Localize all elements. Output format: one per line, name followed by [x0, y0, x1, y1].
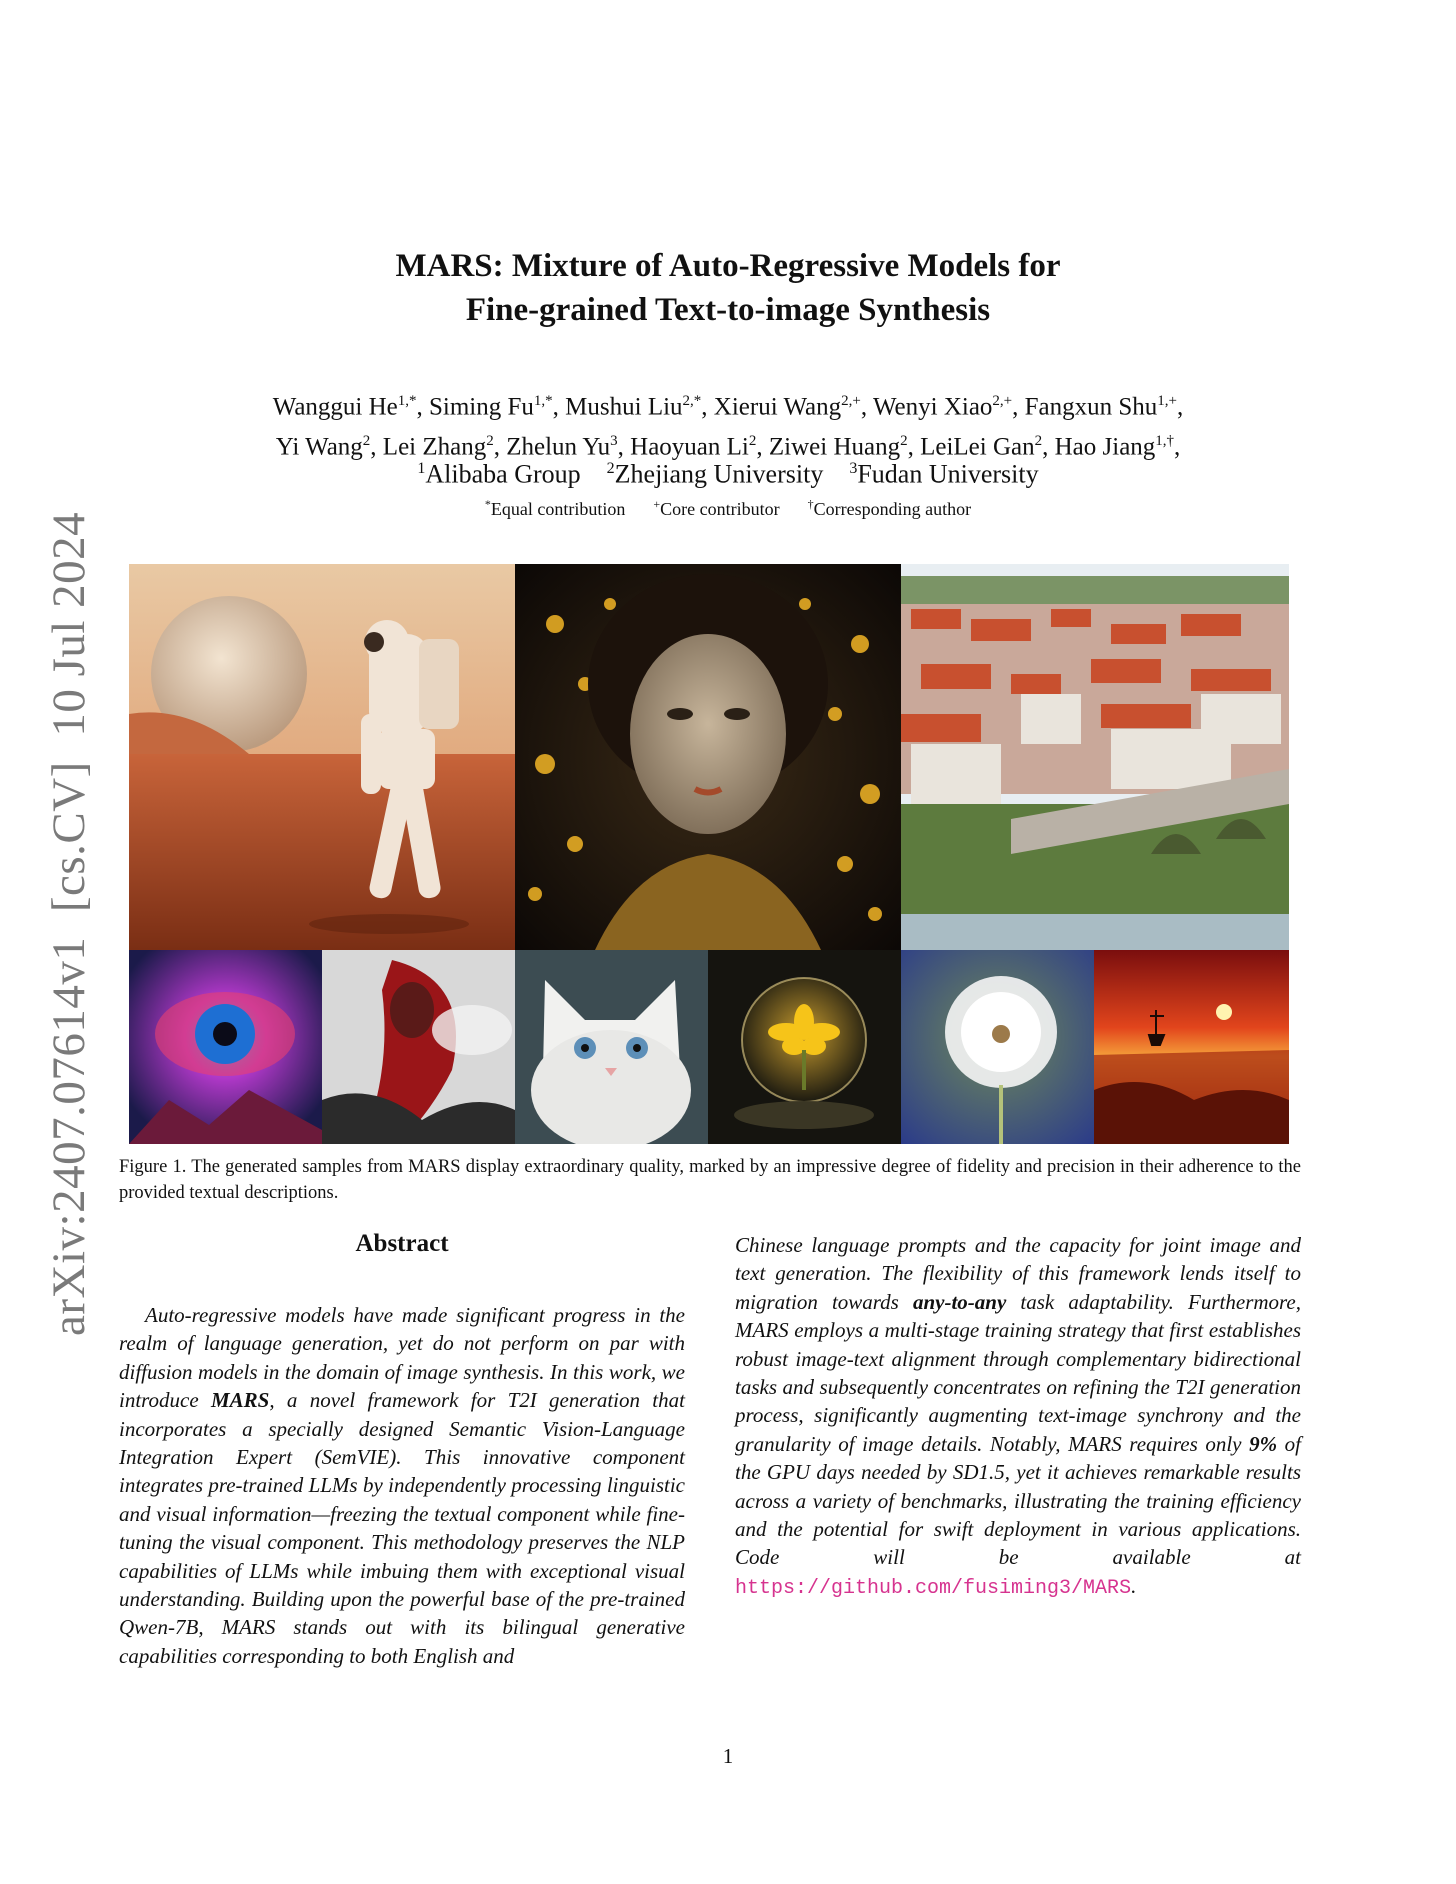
- abstract-text: Chinese language prompts and the capacity for joint image and text generation. The flexibility of this framework lends itself to migration towards: [735, 1233, 1301, 1314]
- arxiv-sidebar-id: arXiv:2407.07614v1 [cs.CV] 10 Jul 2024: [43, 511, 95, 1336]
- author-affiliation-mark: 2: [486, 433, 494, 450]
- affiliation-number: 2: [606, 460, 615, 477]
- note-text: Equal contribution: [490, 499, 626, 519]
- affiliation-number: 3: [849, 460, 858, 477]
- author-affiliation-mark: 1,*: [533, 393, 553, 409]
- sample-old-town-image: [901, 564, 1289, 950]
- author-affiliation-mark: 2: [748, 433, 757, 450]
- author-affiliation-mark: 3: [610, 433, 618, 450]
- author-name: LeiLei Gan: [920, 433, 1035, 461]
- title-line-1: MARS: Mixture of Auto-Regressive Models for: [395, 248, 1061, 284]
- abstract-emphasis: any-to-any: [912, 1289, 1007, 1314]
- author-affiliation-mark: 1,*: [397, 393, 417, 409]
- affiliation-name: Alibaba Group: [425, 459, 581, 489]
- abstract-left-column: [119, 1301, 685, 1670]
- sample-astronaut-mars-image: [129, 564, 515, 950]
- sample-white-cat-image: [515, 950, 708, 1144]
- sample-red-warrior-image: [322, 950, 515, 1144]
- author-name: Yi Wang: [275, 433, 363, 461]
- abstract-heading: Abstract: [355, 1230, 449, 1257]
- author-list: Wanggui $He^{1,*}$, Siming $Fu^{1,*}$, Mushui Liu$^{2,*}$, Xierui Wang$^{2,+}$, Wenyi Xiao$^{2,+}$, Fangxun Shu$^{1,+}$, Yi Wang$^2$, Lei Zhang$^2$, Zhelun Yu$^3$, Haoyuan Li$^2$, Ziwei Huang$^2$, LeiLei Gan$^2$, Hao Jiang$^{1,\dagger}$,: [272, 393, 1184, 461]
- author-affiliation-mark: 2,+: [841, 393, 861, 409]
- author-affiliation-mark: 2: [900, 433, 908, 450]
- author-name: Haoyuan Li: [630, 433, 749, 461]
- note-text: Corresponding author: [813, 499, 972, 519]
- author-name: Xierui Wang: [713, 393, 842, 421]
- note-symbol: †: [807, 497, 814, 511]
- note-text: Core contributor: [660, 499, 780, 519]
- paper-title: [0, 244, 1456, 332]
- abstract-text: .: [1131, 1573, 1137, 1598]
- abstract-text: Auto-regressive models have made significant progress in the realm of language generation, yet do not perform on par with diffusion models in the domain of image synthesis. In this work, we introduce: [119, 1303, 685, 1413]
- sample-sunset-ship-image: [1094, 950, 1289, 1144]
- sample-glass-flower-image: [708, 950, 901, 1144]
- affiliations: [0, 452, 1456, 492]
- author-affiliation-mark: 1,+: [1157, 393, 1178, 409]
- author-name: Mushui Liu: [565, 393, 683, 421]
- title-line-2: Fine-grained Text-to-image Synthesis: [465, 292, 991, 328]
- sample-eye-image: [129, 950, 322, 1144]
- author-affiliation-mark: 1,†: [1155, 433, 1175, 450]
- abstract-text: of the GPU days needed by SD1.5, yet it achieves remarkable results across a variety of benchmarks, illustrating the training efficiency and the potential for swift deployment in various applications. Code will be available at: [735, 1431, 1301, 1570]
- abstract-text: , a novel framework for T2I generation that incorporates a specially designed Semantic Vision-Language Integration Expert (SemVIE). This innovative component integrates pre-trained LLMs by independently processing linguistic and visual information—freezing the textual component while fine-tuning the visual component. This methodology preserves the NLP capabilities of LLMs while imbuing them with exceptional visual understanding. Building upon the powerful base of the pre-trained Qwen-7B, MARS stands out with its bilingual generative capabilities corresponding to both English and: [119, 1388, 685, 1668]
- author-name: Ziwei Huang: [768, 433, 901, 461]
- author-affiliation-mark: 2: [362, 433, 371, 450]
- abstract-emphasis: MARS: [211, 1388, 270, 1413]
- affiliation-number: 1: [417, 460, 426, 477]
- author-name: Zhelun Yu: [506, 433, 611, 461]
- abstract-right-column: [735, 1231, 1301, 1603]
- sample-portrait-woman-image: [515, 564, 901, 950]
- affiliation-name: Zhejiang University: [614, 459, 824, 489]
- affiliation-name: Fudan University: [857, 459, 1039, 489]
- author-affiliation-mark: 2,*: [682, 393, 702, 409]
- code-link[interactable]: https://github.com/fusiming3/MARS: [735, 1576, 1132, 1600]
- author-affiliation-mark: 2: [1034, 433, 1043, 450]
- note-symbol: *: [484, 497, 491, 511]
- figure-1-samples: [129, 564, 1289, 1144]
- sample-dandelion-image: [901, 950, 1094, 1144]
- author-affiliation-mark: 2,+: [992, 393, 1013, 409]
- author-name: Wenyi Xiao: [872, 393, 993, 421]
- figure-caption: Figure 1. The generated samples from MARS display extraordinary quality, marked by an impressive degree of fidelity and precision in their adherence to the provided textual descriptions.: [119, 1157, 1301, 1203]
- author-name: Siming Fu: [429, 393, 534, 421]
- abstract-emphasis: 9%: [1249, 1431, 1278, 1456]
- abstract-text: task adaptability. Furthermore, MARS employs a multi-stage training strategy that first establishes robust image-text alignment through complementary bidirectional tasks and subsequently concentrates on refining the T2I generation process, significantly augmenting text-image synchrony and the granularity of image details. Notably, MARS requires only: [735, 1289, 1301, 1456]
- author-name: Hao Jiang: [1054, 433, 1156, 461]
- contribution-notes: [0, 492, 1456, 521]
- author-name: Lei Zhang: [382, 433, 487, 461]
- page-number: 1: [722, 1744, 734, 1768]
- author-name: Wanggui He: [272, 393, 398, 421]
- note-symbol: +: [653, 497, 661, 511]
- author-name: Fangxun Shu: [1024, 393, 1158, 421]
